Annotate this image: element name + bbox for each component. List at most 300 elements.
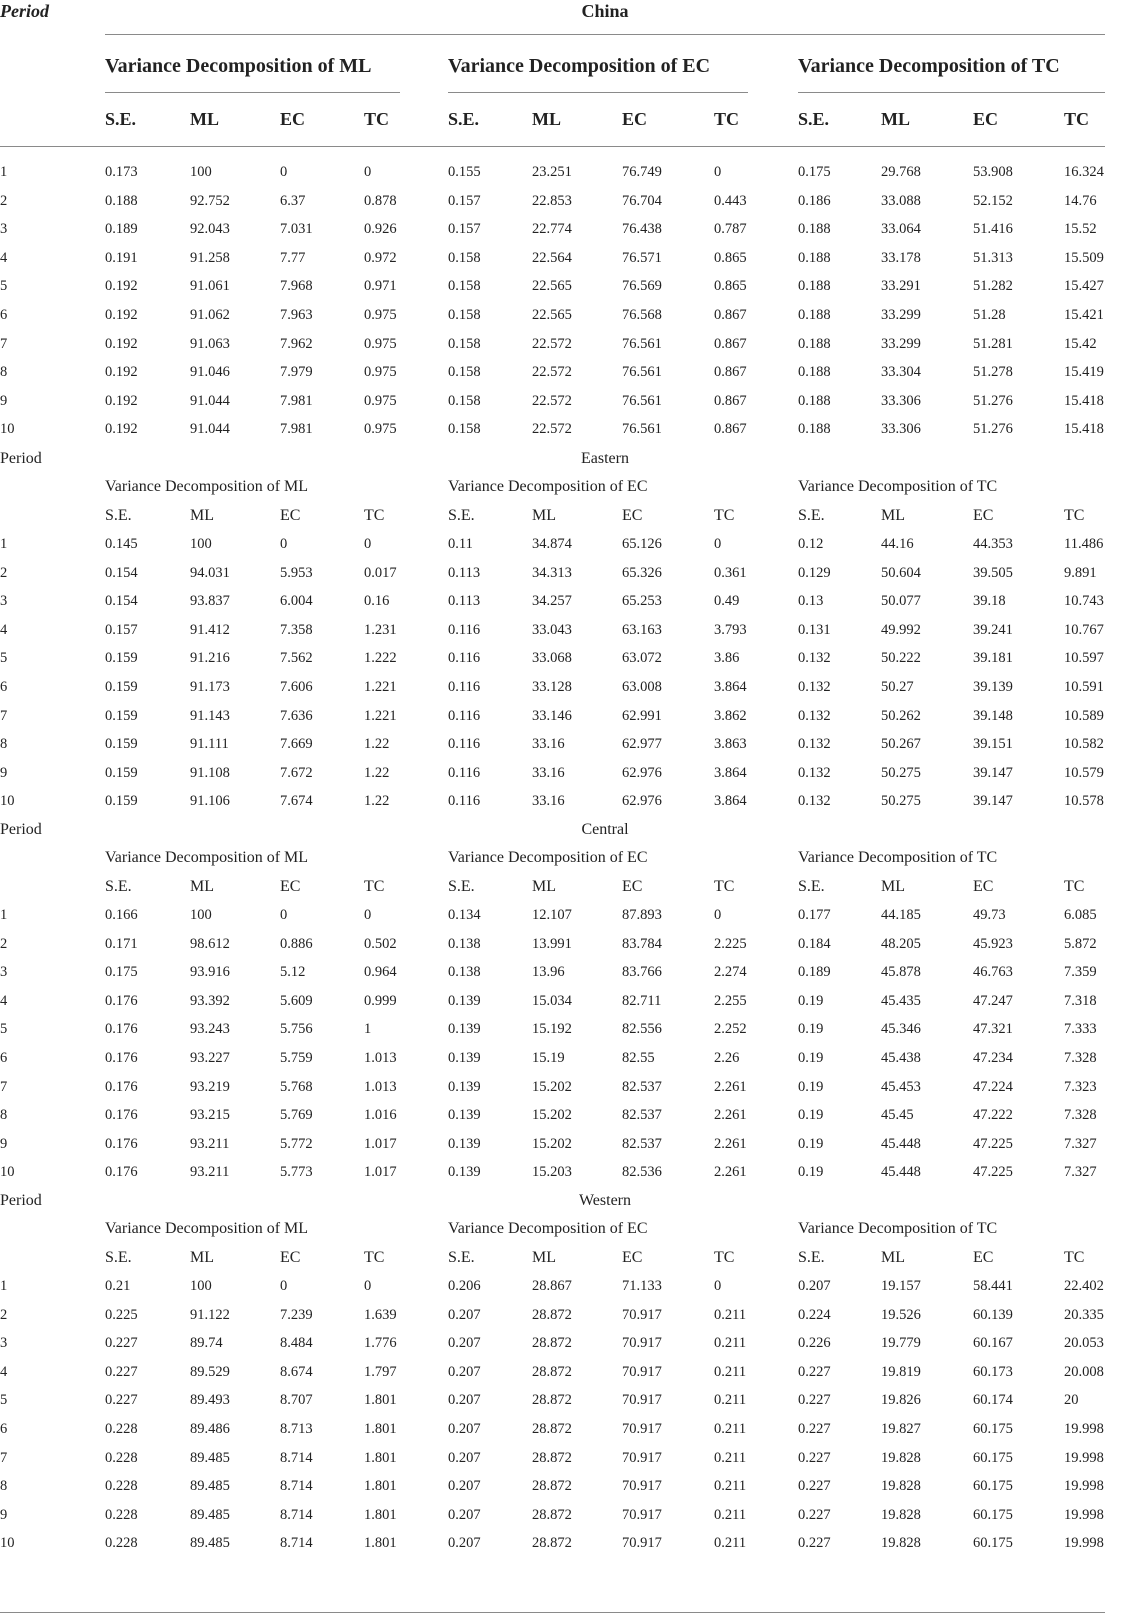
table-cell: 28.872: [532, 1535, 572, 1552]
period-number: 1: [0, 536, 8, 552]
table-cell: 0: [364, 1278, 372, 1294]
table-cell: 0.138: [448, 964, 481, 981]
table-cell: 2.274: [714, 964, 747, 981]
column-header: TC: [714, 109, 740, 129]
period-number: 6: [0, 307, 8, 323]
table-cell: 93.837: [190, 593, 230, 610]
table-cell: 7.979: [280, 364, 313, 381]
table-cell: 8.674: [280, 1363, 313, 1380]
table-cell: 7.968: [280, 278, 313, 295]
table-cell: 15.427: [1064, 278, 1104, 295]
period-number: 9: [0, 1506, 8, 1523]
section-header: Variance Decomposition of EC: [448, 1220, 648, 1237]
table-cell: 82.537: [622, 1107, 662, 1124]
table-cell: 7.674: [280, 793, 313, 810]
period-number: 9: [0, 1135, 8, 1152]
table-cell: 93.215: [190, 1107, 230, 1124]
table-cell: 1.016: [364, 1107, 397, 1124]
table-cell: 33.146: [532, 707, 572, 724]
table-cell: 14.76: [1064, 192, 1097, 209]
table-cell: 1.017: [364, 1164, 397, 1181]
table-cell: 2.261: [714, 1135, 747, 1152]
table-cell: 22.402: [1064, 1278, 1104, 1294]
column-header: ML: [532, 878, 556, 895]
table-cell: 50.077: [881, 593, 921, 610]
table-cell: 1.801: [364, 1478, 397, 1495]
table-cell: 0.192: [105, 307, 138, 323]
table-cell: 0.975: [364, 307, 397, 323]
table-cell: 0.189: [105, 221, 138, 238]
table-cell: 0.188: [798, 392, 831, 409]
table-cell: 100: [190, 907, 212, 923]
period-number: 3: [0, 593, 8, 610]
table-cell: 65.326: [622, 564, 662, 581]
table-cell: 1.017: [364, 1135, 397, 1152]
column-header: S.E.: [798, 109, 830, 129]
table-cell: 13.991: [532, 935, 572, 952]
table-cell: 0: [280, 1278, 288, 1294]
table-cell: 0.207: [448, 1449, 481, 1466]
table-cell: 45.878: [881, 964, 921, 981]
period-number: 4: [0, 1363, 8, 1380]
table-cell: 5.12: [280, 964, 306, 981]
table-cell: 6.37: [280, 192, 306, 209]
table-cell: 13.96: [532, 964, 565, 981]
period-number: 2: [0, 564, 8, 581]
table-cell: 76.568: [622, 307, 662, 323]
period-label: Period: [0, 1, 49, 21]
column-header: EC: [280, 109, 306, 129]
table-cell: 0.159: [105, 793, 138, 810]
period-number: 10: [0, 421, 15, 438]
table-cell: 60.175: [973, 1535, 1013, 1552]
table-cell: 93.227: [190, 1050, 230, 1066]
table-cell: 7.239: [280, 1306, 313, 1323]
table-cell: 1.801: [364, 1449, 397, 1466]
table-cell: 33.16: [532, 736, 565, 753]
table-cell: 33.299: [881, 335, 921, 352]
table-cell: 0.175: [105, 964, 138, 981]
table-cell: 0: [714, 1278, 722, 1294]
column-header: ML: [190, 507, 214, 524]
table-cell: 8.714: [280, 1478, 313, 1495]
table-cell: 10.579: [1064, 764, 1104, 781]
table-cell: 1.221: [364, 679, 397, 695]
table-cell: 8.713: [280, 1421, 313, 1437]
table-cell: 89.486: [190, 1421, 230, 1437]
table-cell: 0.975: [364, 335, 397, 352]
table-cell: 33.043: [532, 621, 572, 638]
table-cell: 28.872: [532, 1478, 572, 1495]
table-cell: 91.062: [190, 307, 230, 323]
table-cell: 0.975: [364, 364, 397, 381]
table-cell: 33.128: [532, 679, 572, 695]
table-cell: 91.216: [190, 650, 230, 667]
table-cell: 19.819: [881, 1363, 921, 1380]
table-cell: 7.359: [1064, 964, 1097, 981]
table-cell: 0.227: [798, 1535, 831, 1552]
table-cell: 0.192: [105, 421, 138, 438]
table-cell: 70.917: [622, 1535, 662, 1552]
table-cell: 1: [364, 1021, 372, 1038]
table-cell: 39.147: [973, 764, 1013, 781]
table-cell: 0.207: [448, 1478, 481, 1495]
column-header: ML: [190, 109, 219, 129]
table-cell: 19.828: [881, 1506, 921, 1523]
table-cell: 76.561: [622, 392, 662, 409]
table-cell: 44.16: [881, 536, 914, 552]
table-cell: 3.864: [714, 793, 747, 810]
table-cell: 3.864: [714, 679, 747, 695]
table-cell: 0.116: [448, 621, 481, 638]
table-cell: 0.49: [714, 593, 740, 610]
table-cell: 19.157: [881, 1278, 921, 1294]
table-cell: 33.16: [532, 793, 565, 810]
table-cell: 8.714: [280, 1535, 313, 1552]
table-cell: 19.827: [881, 1421, 921, 1437]
table-cell: 0.192: [105, 278, 138, 295]
table-cell: 7.606: [280, 679, 313, 695]
table-cell: 7.981: [280, 392, 313, 409]
period-number: 5: [0, 1021, 8, 1038]
table-cell: 0.188: [105, 192, 138, 209]
column-header: ML: [881, 1249, 905, 1266]
table-cell: 0.132: [798, 793, 831, 810]
table-cell: 89.529: [190, 1363, 230, 1380]
table-cell: 0.971: [364, 278, 397, 295]
table-cell: 5.609: [280, 992, 313, 1009]
table-cell: 0.211: [714, 1421, 747, 1437]
table-cell: 51.416: [973, 221, 1013, 238]
table-cell: 19.526: [881, 1306, 921, 1323]
table-cell: 82.536: [622, 1164, 662, 1181]
period-number: 1: [0, 907, 8, 923]
table-cell: 0: [714, 907, 722, 923]
table-cell: 70.917: [622, 1335, 662, 1352]
period-number: 7: [0, 335, 8, 352]
table-cell: 0.11: [448, 536, 473, 552]
table-cell: 15.418: [1064, 421, 1104, 438]
table-cell: 0.867: [714, 421, 747, 438]
table-cell: 51.313: [973, 249, 1013, 266]
table-cell: 20.008: [1064, 1363, 1104, 1380]
table-cell: 62.977: [622, 736, 662, 753]
table-cell: 62.976: [622, 793, 662, 810]
table-cell: 0.139: [448, 992, 481, 1009]
table-cell: 15.419: [1064, 364, 1104, 381]
table-cell: 5.772: [280, 1135, 313, 1152]
table-cell: 22.564: [532, 249, 572, 266]
table-cell: 65.126: [622, 536, 662, 552]
table-cell: 91.143: [190, 707, 230, 724]
table-cell: 0.227: [105, 1363, 138, 1380]
period-number: 10: [0, 1535, 15, 1552]
table-cell: 0.192: [105, 392, 138, 409]
table-cell: 0.139: [448, 1107, 481, 1124]
table-cell: 83.766: [622, 964, 662, 981]
table-cell: 0.116: [448, 764, 481, 781]
table-cell: 0.158: [448, 392, 481, 409]
table-cell: 3.864: [714, 764, 747, 781]
table-cell: 0.113: [448, 564, 481, 581]
table-cell: 50.267: [881, 736, 921, 753]
table-cell: 89.485: [190, 1478, 230, 1495]
table-cell: 5.872: [1064, 935, 1097, 952]
table-cell: 0.21: [105, 1278, 131, 1294]
section-header: Variance Decomposition of EC: [448, 478, 648, 495]
table-cell: 89.485: [190, 1506, 230, 1523]
table-cell: 7.323: [1064, 1078, 1097, 1095]
column-header: S.E.: [798, 1249, 825, 1266]
table-cell: 6.085: [1064, 907, 1097, 923]
table-cell: 1.639: [364, 1306, 397, 1323]
table-cell: 0.16: [364, 593, 390, 610]
table-cell: 70.917: [622, 1306, 662, 1323]
table-cell: 94.031: [190, 564, 230, 581]
table-cell: 0.116: [448, 650, 481, 667]
table-cell: 70.917: [622, 1478, 662, 1495]
column-header: ML: [881, 109, 910, 129]
table-cell: 91.063: [190, 335, 230, 352]
table-cell: 76.569: [622, 278, 662, 295]
table-cell: 5.759: [280, 1050, 313, 1066]
table-cell: 33.068: [532, 650, 572, 667]
table-cell: 51.276: [973, 421, 1013, 438]
table-cell: 0.224: [798, 1306, 831, 1323]
table-cell: 1.801: [364, 1421, 397, 1437]
table-cell: 62.991: [622, 707, 662, 724]
table-cell: 58.441: [973, 1278, 1013, 1294]
table-cell: 0.176: [105, 992, 138, 1009]
table-cell: 0.865: [714, 249, 747, 266]
table-cell: 0.443: [714, 192, 747, 209]
table-cell: 62.976: [622, 764, 662, 781]
table-cell: 0.139: [448, 1135, 481, 1152]
table-cell: 0.158: [448, 249, 481, 266]
table-cell: 0.158: [448, 335, 481, 352]
table-cell: 0.159: [105, 764, 138, 781]
table-cell: 45.448: [881, 1135, 921, 1152]
column-header: TC: [1064, 507, 1085, 524]
table-cell: 49.73: [973, 907, 1006, 923]
column-header: EC: [973, 507, 994, 524]
column-header: S.E.: [105, 109, 137, 129]
table-cell: 0.975: [364, 421, 397, 438]
table-cell: 0.171: [105, 935, 138, 952]
table-cell: 34.313: [532, 564, 572, 581]
table-cell: 0.225: [105, 1306, 138, 1323]
table-cell: 12.107: [532, 907, 572, 923]
table-cell: 28.872: [532, 1306, 572, 1323]
table-cell: 15.52: [1064, 221, 1097, 238]
table-cell: 19.998: [1064, 1449, 1104, 1466]
table-cell: 0.361: [714, 564, 747, 581]
table-cell: 5.768: [280, 1078, 313, 1095]
table-cell: 91.412: [190, 621, 230, 638]
table-cell: 0.175: [798, 164, 831, 180]
period-number: 4: [0, 992, 8, 1009]
period-number: 3: [0, 1335, 8, 1352]
table-cell: 0.211: [714, 1535, 747, 1552]
table-cell: 0.159: [105, 707, 138, 724]
table-cell: 10.578: [1064, 793, 1104, 810]
table-cell: 0.192: [105, 364, 138, 381]
period-number: 6: [0, 679, 8, 695]
section-header: Variance Decomposition of TC: [798, 1220, 998, 1237]
table-cell: 91.173: [190, 679, 230, 695]
table-cell: 0.159: [105, 650, 138, 667]
table-cell: 0: [364, 907, 372, 923]
table-cell: 51.278: [973, 364, 1013, 381]
table-cell: 0.132: [798, 736, 831, 753]
table-cell: 47.224: [973, 1078, 1013, 1095]
table-cell: 91.258: [190, 249, 230, 266]
table-cell: 45.438: [881, 1050, 921, 1066]
section-header: Variance Decomposition of TC: [798, 478, 998, 495]
table-cell: 0.964: [364, 964, 397, 981]
table-cell: 0.228: [105, 1506, 138, 1523]
table-cell: 22.565: [532, 278, 572, 295]
table-cell: 0.188: [798, 278, 831, 295]
table-cell: 10.597: [1064, 650, 1104, 667]
table-cell: 0.188: [798, 221, 831, 238]
period-number: 10: [0, 1164, 15, 1181]
table-cell: 0.189: [798, 964, 831, 981]
table-cell: 8.714: [280, 1506, 313, 1523]
column-header: S.E.: [105, 507, 132, 524]
table-cell: 50.604: [881, 564, 921, 581]
table-cell: 33.304: [881, 364, 921, 381]
table-cell: 0.157: [448, 221, 481, 238]
section-header: Variance Decomposition of EC: [448, 55, 711, 77]
table-cell: 0.999: [364, 992, 397, 1009]
period-number: 7: [0, 707, 8, 724]
table-cell: 91.044: [190, 392, 230, 409]
table-cell: 0.228: [105, 1535, 138, 1552]
table-cell: 82.711: [622, 992, 662, 1009]
table-cell: 63.072: [622, 650, 662, 667]
table-cell: 0.139: [448, 1021, 481, 1038]
table-cell: 82.537: [622, 1078, 662, 1095]
period-number: 8: [0, 364, 8, 381]
period-number: 2: [0, 935, 8, 952]
table-cell: 1.22: [364, 764, 390, 781]
table-cell: 0.176: [105, 1107, 138, 1124]
table-cell: 0.867: [714, 307, 747, 323]
table-cell: 0.158: [448, 307, 481, 323]
table-cell: 1.222: [364, 650, 397, 667]
table-cell: 92.043: [190, 221, 230, 238]
table-cell: 0.157: [105, 621, 138, 638]
period-number: 6: [0, 1050, 8, 1066]
table-cell: 48.205: [881, 935, 921, 952]
table-cell: 0.113: [448, 593, 481, 610]
table-cell: 50.262: [881, 707, 921, 724]
table-cell: 93.243: [190, 1021, 230, 1038]
table-cell: 0.184: [798, 935, 831, 952]
table-cell: 76.561: [622, 421, 662, 438]
table-cell: 1.797: [364, 1363, 397, 1380]
table-cell: 0.227: [798, 1421, 831, 1437]
period-number: 7: [0, 1449, 8, 1466]
table-cell: 0.211: [714, 1449, 747, 1466]
period-number: 4: [0, 621, 8, 638]
table-cell: 0.177: [798, 907, 831, 923]
table-cell: 51.28: [973, 307, 1006, 323]
table-cell: 0.158: [448, 421, 481, 438]
table-cell: 60.139: [973, 1306, 1013, 1323]
table-cell: 28.872: [532, 1392, 572, 1409]
table-cell: 63.163: [622, 621, 662, 638]
section-header: Variance Decomposition of ML: [105, 849, 309, 866]
table-cell: 28.872: [532, 1363, 572, 1380]
table-cell: 28.872: [532, 1506, 572, 1523]
table-cell: 15.418: [1064, 392, 1104, 409]
table-cell: 0.867: [714, 335, 747, 352]
table-cell: 93.219: [190, 1078, 230, 1095]
table-cell: 46.763: [973, 964, 1013, 981]
table-cell: 39.505: [973, 564, 1013, 581]
table-cell: 89.74: [190, 1335, 223, 1352]
column-header: TC: [364, 109, 390, 129]
table-cell: 45.45: [881, 1107, 914, 1124]
table-cell: 0.228: [105, 1478, 138, 1495]
table-cell: 2.261: [714, 1164, 747, 1181]
table-cell: 0.865: [714, 278, 747, 295]
table-cell: 39.18: [973, 593, 1006, 610]
table-cell: 0.132: [798, 707, 831, 724]
table-cell: 0.13: [798, 593, 824, 610]
table-cell: 52.152: [973, 192, 1013, 209]
table-cell: 0.228: [105, 1449, 138, 1466]
section-header: Variance Decomposition of ML: [105, 1220, 309, 1237]
column-header: TC: [714, 507, 735, 524]
table-cell: 60.175: [973, 1478, 1013, 1495]
table-cell: 0.207: [448, 1535, 481, 1552]
table-cell: 0.787: [714, 221, 747, 238]
table-cell: 0.188: [798, 364, 831, 381]
table-cell: 0.19: [798, 992, 824, 1009]
column-header: S.E.: [105, 878, 132, 895]
table-cell: 0.116: [448, 707, 481, 724]
table-cell: 0.158: [448, 364, 481, 381]
column-header: ML: [190, 1249, 214, 1266]
table-cell: 7.318: [1064, 992, 1097, 1009]
column-header: S.E.: [448, 878, 475, 895]
table-cell: 47.225: [973, 1135, 1013, 1152]
table-cell: 28.867: [532, 1278, 572, 1294]
table-cell: 1.013: [364, 1050, 397, 1066]
table-cell: 82.537: [622, 1135, 662, 1152]
table-cell: 70.917: [622, 1449, 662, 1466]
table-cell: 0.129: [798, 564, 831, 581]
section-header: Variance Decomposition of EC: [448, 849, 648, 866]
table-cell: 19.998: [1064, 1506, 1104, 1523]
period-number: 3: [0, 221, 8, 238]
table-cell: 0.19: [798, 1107, 824, 1124]
table-cell: 39.147: [973, 793, 1013, 810]
table-cell: 44.353: [973, 536, 1013, 552]
table-cell: 1.22: [364, 736, 390, 753]
section-underline: [448, 92, 748, 93]
period-number: 2: [0, 1306, 8, 1323]
table-cell: 0.154: [105, 564, 138, 581]
table-cell: 19.828: [881, 1535, 921, 1552]
table-cell: 0.19: [798, 1135, 824, 1152]
table-cell: 0.227: [798, 1506, 831, 1523]
table-cell: 0.139: [448, 1164, 481, 1181]
table-cell: 0.186: [798, 192, 831, 209]
